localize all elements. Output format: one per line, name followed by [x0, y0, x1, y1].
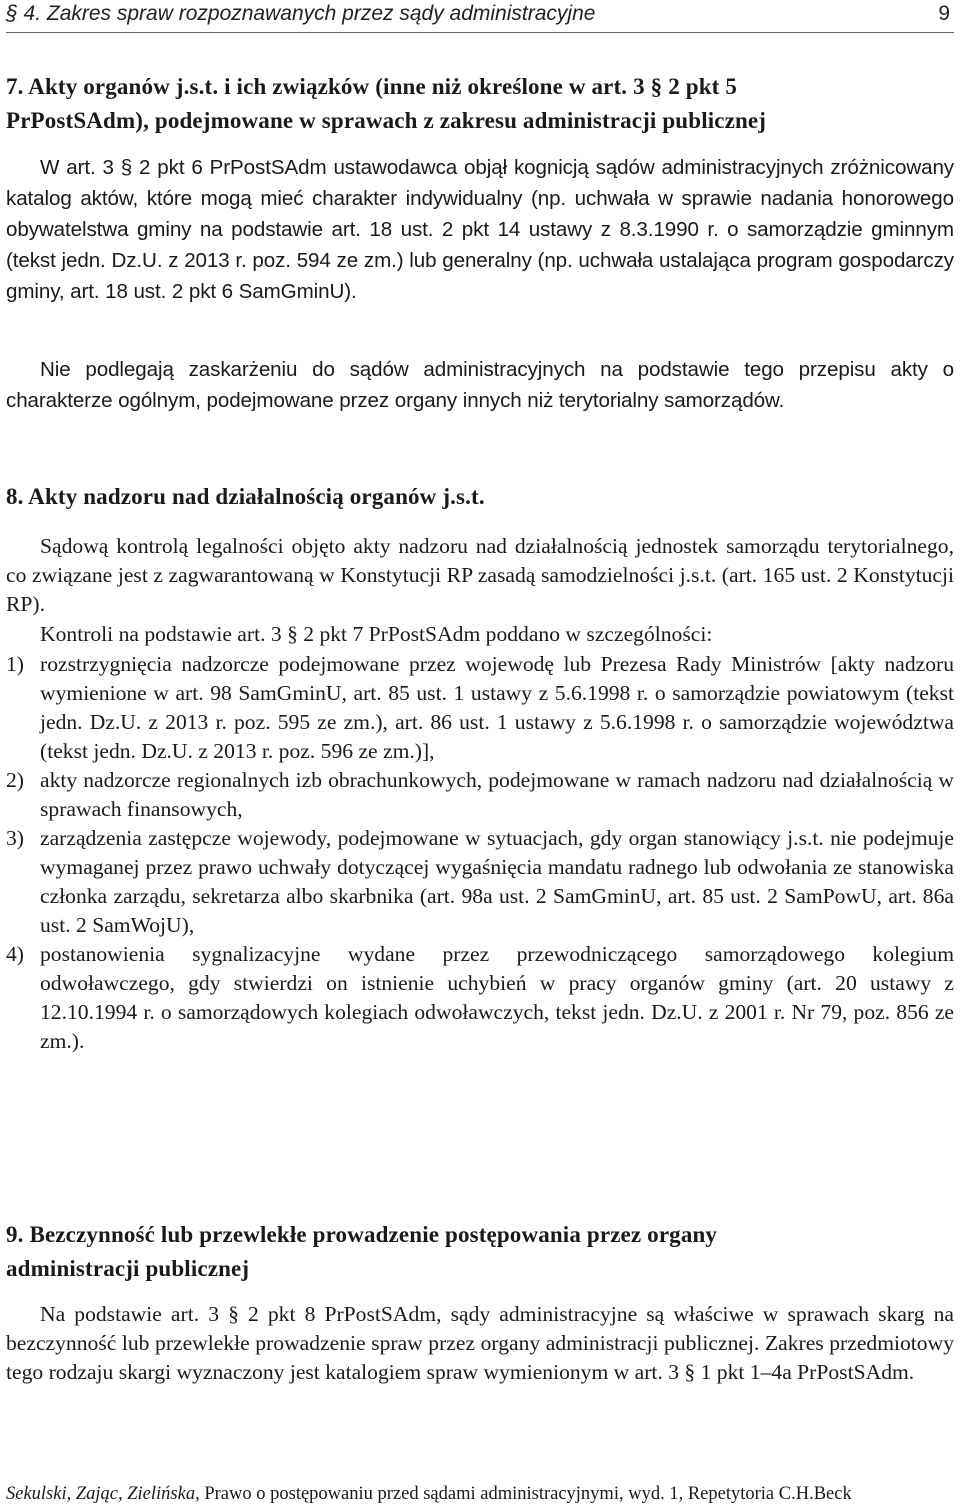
footer-citation: [6, 1482, 954, 1506]
list-item: [6, 650, 954, 766]
list-item-text: postanowienia sygnalizacyjne wydane przez przewodniczącego samorządowego kolegium odwoławczego, gdy stwierdzi on istnienie uchybień w pracy organów gminy (art. 20 ustawy z 12.10.1994 r. o samorządowych kolegiach odwoławczych, tekst jedn. Dz.U. z 2001 r. Nr 79, poz. 856 ze zm.).: [40, 942, 954, 1053]
running-header-title: § 4. Zakres spraw rozpoznawanych przez sądy administracyjne: [6, 2, 596, 25]
section-8-list: [6, 650, 954, 1056]
running-header: [6, 0, 956, 30]
list-item-text: akty nadzorcze regionalnych izb obrachunkowych, podejmowane w ramach nadzoru nad działalnością w sprawach finansowych,: [40, 768, 954, 821]
list-item-text: zarządzenia zastępcze wojewody, podejmowane w sytuacjach, gdy organ stanowiący j.s.t. nie podejmuje wymaganej przez prawo uchwały dotyczącej wygaśnięcia mandatu radnego lub odwołania ze stanowiska członka zarządu, sekretarza albo skarbnika (art. 98a ust. 2 SamGminU, art. 85 ust. 2 SamPowU, art. 86a ust. 2 SamWojU),: [40, 826, 954, 937]
section-9-heading-line1: 9. Bezczynność lub przewlekłe prowadzenie postępowania przez organy: [6, 1222, 718, 1247]
list-item-number: 1): [6, 652, 24, 676]
list-item-number: 4): [6, 942, 24, 966]
section-7-heading-line1: 7. Akty organów j.s.t. i ich związków (inne niż określone w art. 3 § 2 pkt 5: [6, 74, 738, 99]
page-number: 9: [938, 2, 950, 25]
section-9-heading-line2: administracji publicznej: [6, 1256, 250, 1281]
section-8-heading: 8. Akty nadzoru nad działalnością organów j.s.t.: [6, 484, 485, 509]
section-7-heading: [6, 70, 954, 138]
section-7-paragraph-1: W art. 3 § 2 pkt 6 PrPostSAdm ustawodawca objął kognicją sądów administracyjnych zróżnicowany katalog aktów, które mogą mieć charakter indywidualny (np. uchwała w sprawie nadania honorowego obywatelstwa gminy na podstawie art. 18 ust. 2 pkt 14 ustawy z 8.3.1990 r. o samorządzie gminnym (tekst jedn. Dz.U. z 2013 r. poz. 594 ze zm.) lub generalny (np. uchwała ustalająca program gospodarczy gminy, art. 18 ust. 2 pkt 6 SamGminU).: [6, 156, 954, 303]
header-divider: [6, 32, 954, 33]
list-item: [6, 940, 954, 1056]
footer-authors: Sekulski, Zając, Zielińska,: [6, 1484, 200, 1504]
footer-title: Prawo o postępowaniu przed sądami administracyjnymi, wyd. 1, Repetytoria C.H.Beck: [199, 1484, 852, 1504]
list-item-number: 2): [6, 768, 24, 792]
list-item-text: rozstrzygnięcia nadzorcze podejmowane przez wojewodę lub Prezesa Rady Ministrów [akty nadzoru wymienione w art. 98 SamGminU, art. 85 ust. 1 ustawy z 5.6.1998 r. o samorządzie powiatowym (tekst jedn. Dz.U. z 2013 r. poz. 595 ze zm.), art. 86 ust. 1 ustawy z 5.6.1998 r. o samorządzie województwa (tekst jedn. Dz.U. z 2013 r. poz. 596 ze zm.)],: [40, 652, 954, 763]
section-9-paragraph-1: Na podstawie art. 3 § 2 pkt 8 PrPostSAdm, sądy administracyjne są właściwe w sprawach skarg na bezczynność lub przewlekłe prowadzenie spraw przez organy administracji publicznej. Zakres przedmiotowy tego rodzaju skargi wyznaczony jest katalogiem spraw wymienionym w art. 3 § 1 pkt 1–4a PrPostSAdm.: [6, 1302, 954, 1384]
section-8-paragraph-2: Kontroli na podstawie art. 3 § 2 pkt 7 PrPostSAdm poddano w szczególności:: [40, 622, 713, 646]
list-item: [6, 824, 954, 940]
section-8-paragraph-1: Sądową kontrolą legalności objęto akty nadzoru nad działalnością jednostek samorządu terytorialnego, co związane jest z zagwarantowaną w Konstytucji RP zasadą samodzielności j.s.t. (art. 165 ust. 2 Konstytucji RP).: [6, 534, 954, 616]
section-7-paragraph-2: Nie podlegają zaskarżeniu do sądów administracyjnych na podstawie tego przepisu akty o charakterze ogólnym, podejmowane przez organy innych niż terytorialny samorządów.: [6, 358, 954, 412]
list-item: [6, 766, 954, 824]
section-9-heading: [6, 1218, 954, 1286]
section-7-heading-line2: PrPostSAdm), podejmowane w sprawach z zakresu administracji publicznej: [6, 108, 767, 133]
list-item-number: 3): [6, 826, 24, 850]
